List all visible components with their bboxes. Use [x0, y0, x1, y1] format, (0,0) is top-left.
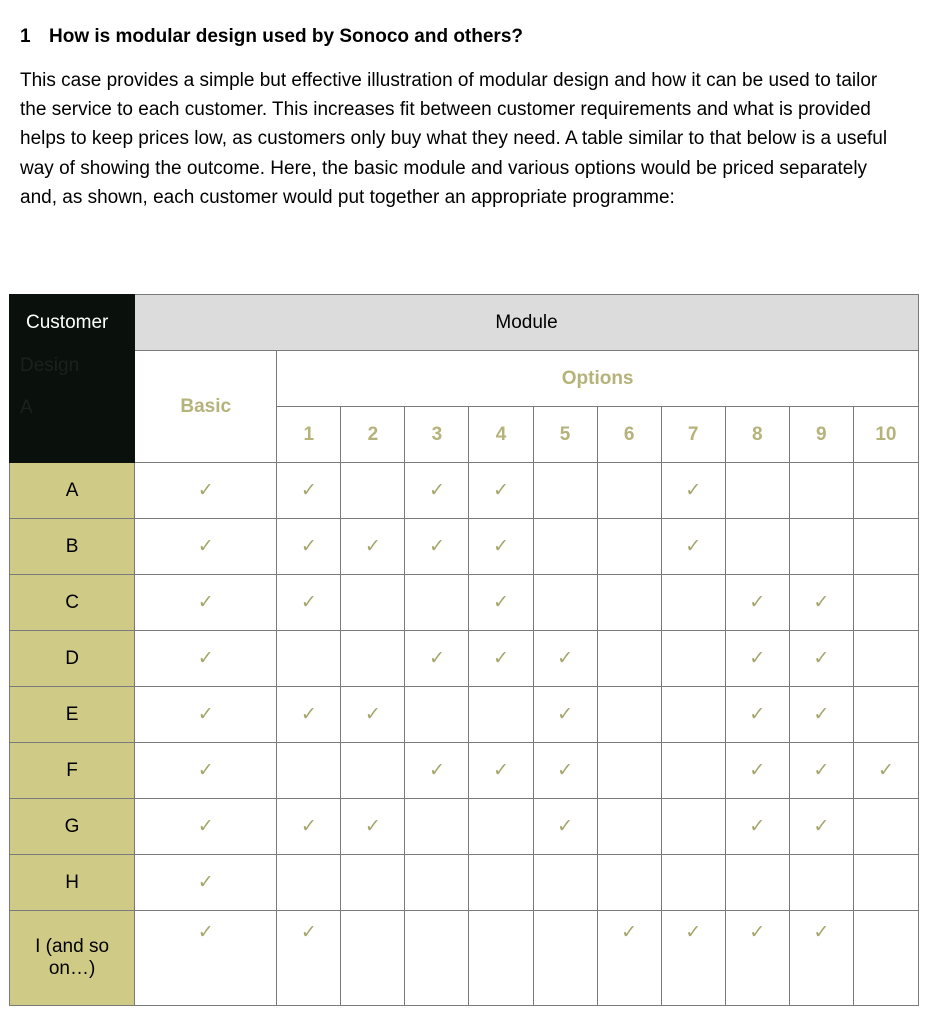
- option-3-check-icon: ✓: [405, 743, 469, 799]
- option-number-5: 5: [533, 407, 597, 463]
- option-number-8: 8: [725, 407, 789, 463]
- option-10-cell: [853, 519, 918, 575]
- customer-cell: D: [10, 631, 135, 687]
- table-row: [10, 519, 919, 575]
- table-row: [10, 799, 919, 855]
- option-8-check-icon: ✓: [725, 911, 789, 1006]
- option-number-9: 9: [789, 407, 853, 463]
- option-5-check-icon: ✓: [533, 687, 597, 743]
- option-8-check-icon: ✓: [725, 799, 789, 855]
- option-6-cell: [597, 575, 661, 631]
- option-number-3: 3: [405, 407, 469, 463]
- option-9-check-icon: ✓: [789, 911, 853, 1006]
- option-3-check-icon: ✓: [405, 463, 469, 519]
- customer-header: [10, 295, 135, 463]
- option-7-cell: [661, 687, 725, 743]
- option-6-cell: [597, 687, 661, 743]
- option-10-cell: [853, 687, 918, 743]
- option-3-cell: [405, 855, 469, 911]
- option-2-check-icon: ✓: [341, 519, 405, 575]
- option-6-cell: [597, 743, 661, 799]
- option-4-check-icon: ✓: [469, 631, 533, 687]
- customer-cell: H: [10, 855, 135, 911]
- basic-check-icon: ✓: [135, 631, 277, 687]
- customer-header-ghost-design: Design: [20, 355, 80, 376]
- intro-paragraph: This case provides a simple but effective illustration of modular design and how it can be used to tailor the service to each customer. This increases fit between customer requirements and what is provided helps to keep prices low, as customers only buy what they need. A table similar to that below is a useful way of showing the outcome. Here, the basic module and various options would be priced separately and, as shown, each customer would put together an appropriate programme:: [20, 70, 888, 208]
- customer-cell: A: [10, 463, 135, 519]
- basic-check-icon: ✓: [135, 463, 277, 519]
- basic-check-icon: ✓: [135, 575, 277, 631]
- option-7-cell: [661, 631, 725, 687]
- option-9-check-icon: ✓: [789, 631, 853, 687]
- option-1-cell: [277, 855, 341, 911]
- option-9-cell: [789, 519, 853, 575]
- basic-check-icon: ✓: [135, 799, 277, 855]
- option-10-cell: [853, 911, 918, 1006]
- option-2-cell: [341, 575, 405, 631]
- option-2-cell: [341, 463, 405, 519]
- table-row: [10, 631, 919, 687]
- option-10-cell: [853, 463, 918, 519]
- option-9-check-icon: ✓: [789, 687, 853, 743]
- option-8-cell: [725, 519, 789, 575]
- table-row: [10, 463, 919, 519]
- option-10-cell: [853, 631, 918, 687]
- option-8-check-icon: ✓: [725, 631, 789, 687]
- module-header: Module: [135, 295, 919, 351]
- option-4-cell: [469, 855, 533, 911]
- option-6-cell: [597, 463, 661, 519]
- option-4-check-icon: ✓: [469, 519, 533, 575]
- option-1-check-icon: ✓: [277, 463, 341, 519]
- section-heading: [20, 26, 523, 48]
- customer-cell: C: [10, 575, 135, 631]
- option-5-cell: [533, 911, 597, 1006]
- option-5-cell: [533, 855, 597, 911]
- customer-cell: E: [10, 687, 135, 743]
- basic-check-icon: ✓: [135, 519, 277, 575]
- option-8-cell: [725, 463, 789, 519]
- option-number-6: 6: [597, 407, 661, 463]
- option-number-4: 4: [469, 407, 533, 463]
- customer-cell: I (and so on…): [10, 911, 135, 1006]
- option-5-cell: [533, 575, 597, 631]
- option-6-check-icon: ✓: [597, 911, 661, 1006]
- option-7-cell: [661, 743, 725, 799]
- option-8-cell: [725, 855, 789, 911]
- table-row: [10, 575, 919, 631]
- option-6-cell: [597, 631, 661, 687]
- option-9-check-icon: ✓: [789, 799, 853, 855]
- option-5-check-icon: ✓: [533, 743, 597, 799]
- basic-check-icon: ✓: [135, 743, 277, 799]
- basic-check-icon: ✓: [135, 911, 277, 1006]
- customer-header-ghost-a: A: [20, 397, 33, 418]
- heading-text: How is modular design used by Sonoco and others?: [49, 26, 523, 47]
- option-3-cell: [405, 575, 469, 631]
- basic-check-icon: ✓: [135, 855, 277, 911]
- option-4-check-icon: ✓: [469, 575, 533, 631]
- option-5-check-icon: ✓: [533, 631, 597, 687]
- option-9-check-icon: ✓: [789, 575, 853, 631]
- option-number-1: 1: [277, 407, 341, 463]
- option-7-check-icon: ✓: [661, 463, 725, 519]
- table-row: [10, 855, 919, 911]
- options-header: Options: [277, 351, 919, 407]
- option-8-check-icon: ✓: [725, 743, 789, 799]
- heading-number: 1: [20, 26, 31, 47]
- option-2-cell: [341, 631, 405, 687]
- table-row: [10, 743, 919, 799]
- option-1-check-icon: ✓: [277, 799, 341, 855]
- option-10-cell: [853, 799, 918, 855]
- option-2-cell: [341, 911, 405, 1006]
- option-6-cell: [597, 855, 661, 911]
- option-1-check-icon: ✓: [277, 519, 341, 575]
- option-9-cell: [789, 855, 853, 911]
- option-9-cell: [789, 463, 853, 519]
- basic-header: Basic: [135, 351, 277, 463]
- basic-check-icon: ✓: [135, 687, 277, 743]
- option-4-check-icon: ✓: [469, 463, 533, 519]
- table-row: [10, 911, 919, 1006]
- option-5-cell: [533, 519, 597, 575]
- option-6-cell: [597, 799, 661, 855]
- option-4-cell: [469, 799, 533, 855]
- option-4-cell: [469, 687, 533, 743]
- customer-cell: G: [10, 799, 135, 855]
- option-1-check-icon: ✓: [277, 687, 341, 743]
- option-3-check-icon: ✓: [405, 631, 469, 687]
- option-number-2: 2: [341, 407, 405, 463]
- option-4-check-icon: ✓: [469, 743, 533, 799]
- option-7-cell: [661, 575, 725, 631]
- customer-cell: F: [10, 743, 135, 799]
- option-3-check-icon: ✓: [405, 519, 469, 575]
- option-3-cell: [405, 911, 469, 1006]
- option-2-cell: [341, 743, 405, 799]
- option-1-cell: [277, 631, 341, 687]
- option-10-cell: [853, 575, 918, 631]
- option-7-check-icon: ✓: [661, 911, 725, 1006]
- option-10-check-icon: ✓: [853, 743, 918, 799]
- modular-design-table: [9, 294, 919, 1006]
- customer-header-label: Customer: [26, 312, 109, 333]
- option-1-check-icon: ✓: [277, 575, 341, 631]
- option-5-cell: [533, 463, 597, 519]
- option-7-check-icon: ✓: [661, 519, 725, 575]
- option-2-check-icon: ✓: [341, 799, 405, 855]
- option-2-check-icon: ✓: [341, 687, 405, 743]
- option-3-cell: [405, 799, 469, 855]
- option-1-cell: [277, 743, 341, 799]
- option-3-cell: [405, 687, 469, 743]
- table-row: [10, 687, 919, 743]
- option-number-10: 10: [853, 407, 918, 463]
- option-6-cell: [597, 519, 661, 575]
- option-5-check-icon: ✓: [533, 799, 597, 855]
- customer-cell: B: [10, 519, 135, 575]
- option-10-cell: [853, 855, 918, 911]
- option-8-check-icon: ✓: [725, 575, 789, 631]
- option-9-check-icon: ✓: [789, 743, 853, 799]
- option-1-check-icon: ✓: [277, 911, 341, 1006]
- option-number-7: 7: [661, 407, 725, 463]
- option-2-cell: [341, 855, 405, 911]
- option-4-cell: [469, 911, 533, 1006]
- option-8-check-icon: ✓: [725, 687, 789, 743]
- option-7-cell: [661, 799, 725, 855]
- option-7-cell: [661, 855, 725, 911]
